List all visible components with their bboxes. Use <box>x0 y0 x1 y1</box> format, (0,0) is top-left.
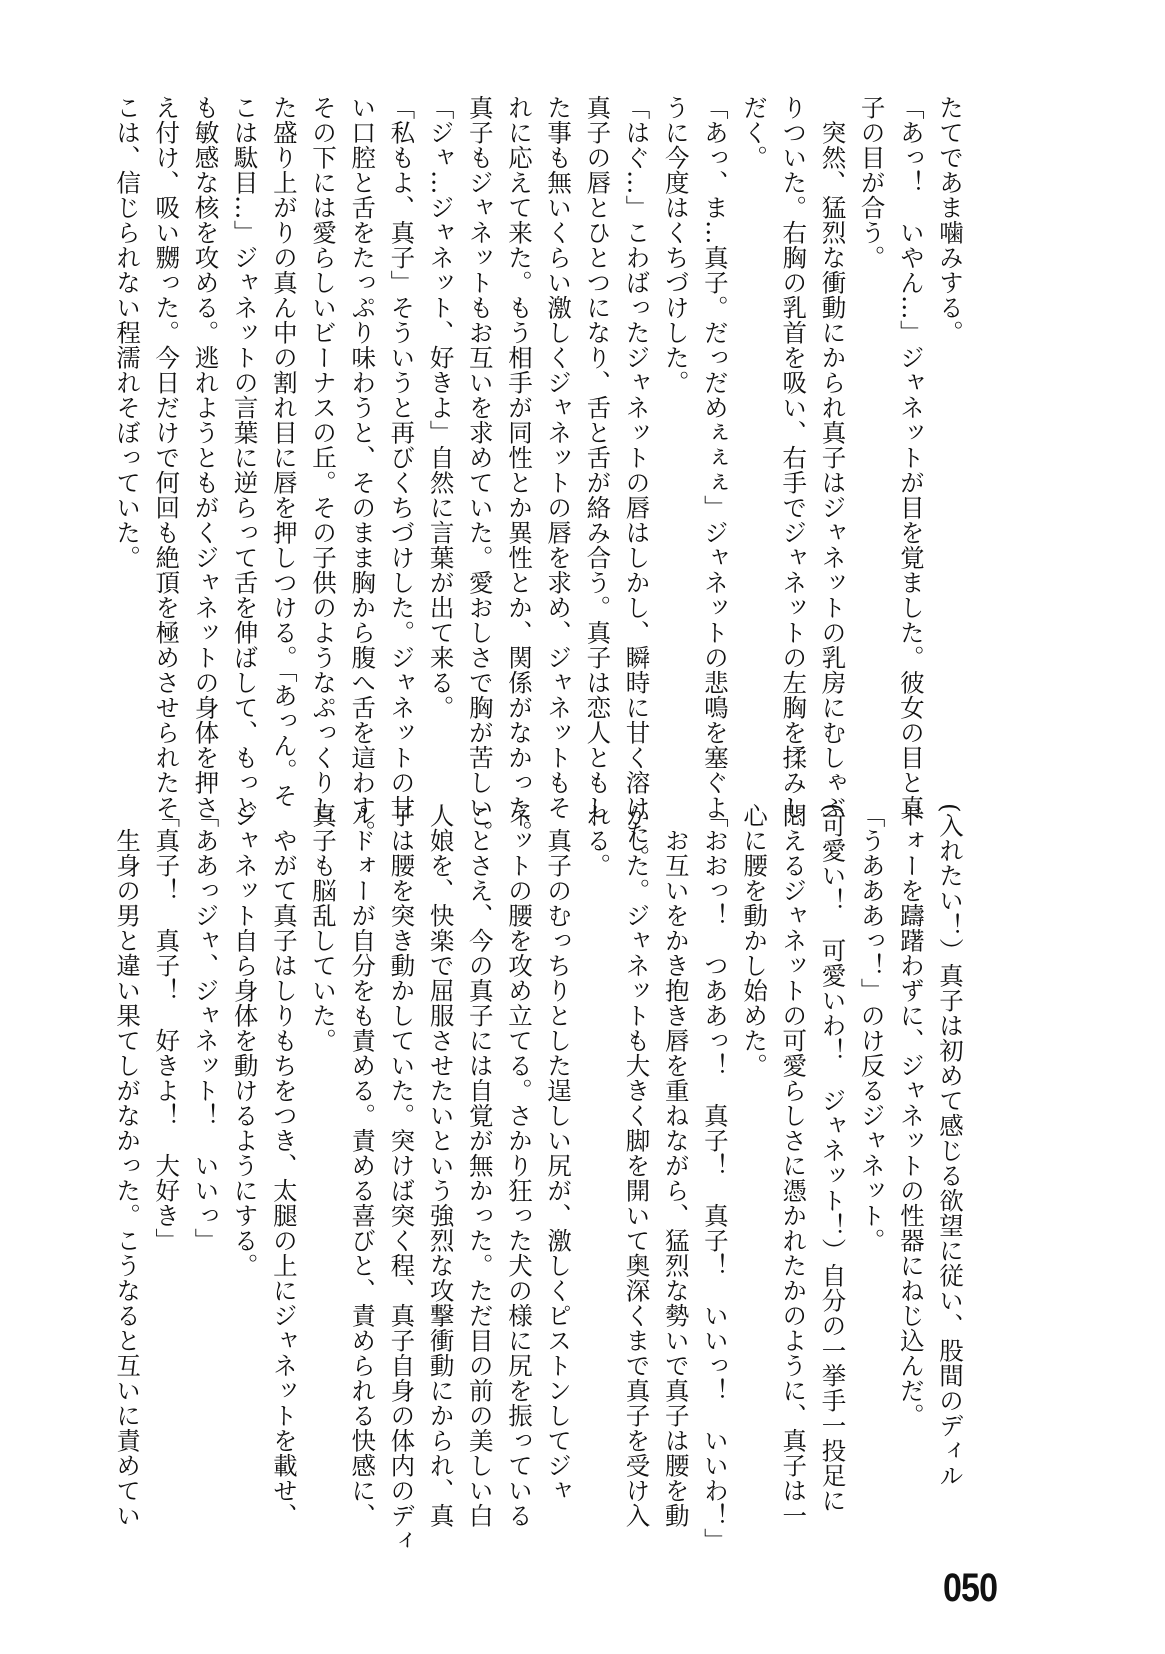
text-column: 子の目が合う。 <box>857 95 887 270</box>
text-column: 「うあああっ！」のけ反るジャネット。 <box>857 803 887 1253</box>
text-column: 「あっ！ いやん…」ジャネットが目を覚ました。彼女の目と真 <box>896 95 926 820</box>
text-column: 真子もジャネットもお互いを求めていた。愛おしさで胸が苦しい。 <box>465 95 495 845</box>
text-column: 「あっ、ま…真子。だっだめぇぇぇ」ジャネットの悲鳴を塞ぐよ <box>700 95 730 820</box>
text-column: 突然、猛烈な衝動にかられ真子はジャネットの乳房にむしゃぶ <box>818 95 848 820</box>
text-column: (可愛い！ 可愛いわ！ ジャネット！）自分の一挙手一投足に <box>818 803 848 1514</box>
text-column: 「真子！ 真子！ 好きよ！ 大好き」 <box>152 803 182 1253</box>
text-column: こは、信じられない程濡れそぼっていた。 <box>113 95 143 570</box>
text-column: 真子も脳乱していた。 <box>309 803 338 1053</box>
text-column: い口腔と舌をたっぷり味わうと、そのまま胸から腹へ舌を這わす。 <box>348 95 378 845</box>
text-column: ジャネット自ら身体を動けるようにする。 <box>230 803 260 1278</box>
text-column: 「ああっジャ、ジャネット！ いいっ」 <box>191 803 221 1253</box>
text-column: 人娘を、快楽で屈服させたいという強烈な攻撃衝動にかられ、真 <box>426 803 456 1528</box>
text-column: れる。 <box>583 803 613 878</box>
text-column: うに今度はくちづけした。 <box>661 95 691 395</box>
text-column: 子は腰を突き動かしていた。突けば突く程、真子自身の体内のディ <box>387 803 417 1553</box>
text-column: も敏感な核を攻める。逃れようともがくジャネットの身体を押さ <box>191 95 221 820</box>
text-column: たてであま噛みする。 <box>936 95 965 345</box>
text-column: た盛り上がりの真ん中の割れ目に唇を押しつける。「あっん。そ <box>269 95 299 808</box>
page-number: 050 <box>943 1566 998 1610</box>
text-column: (入れたい！）真子は初めて感じる欲望に従い、股間のディル <box>936 803 965 1489</box>
text-column: かした。ジャネットも大きく脚を開いて奥深くまで真子を受け入 <box>622 803 652 1528</box>
text-column: りついた。右胸の乳首を吸い、右手でジャネットの左胸を揉みし <box>779 95 809 820</box>
text-column: え付け、吸い嬲った。今日だけで何回も絶頂を極めさせられたそ <box>152 95 182 820</box>
text-column: こは駄目…」ジャネットの言葉に逆らって舌を伸ばして、もっと <box>230 95 260 820</box>
text-column: だく。 <box>740 95 770 170</box>
text-column: お互いをかき抱き唇を重ねながら、猛烈な勢いで真子は腰を動 <box>661 803 691 1528</box>
text-column: 「ジャ…ジャネット、好きよ」自然に言葉が出て来る。 <box>426 95 456 720</box>
text-column: ドォーを躊躇わずに、ジャネットの性器にねじ込んだ。 <box>896 803 926 1428</box>
text-column: ルドォーが自分をも責める。責める喜びと、責められる快感に、 <box>348 803 378 1528</box>
text-column: 「はぐ…」こわばったジャネットの唇はしかし、瞬時に甘く溶けた。 <box>622 95 652 870</box>
text-column: 悶えるジャネットの可愛らしさに憑かれたかのように、真子は一 <box>779 803 809 1528</box>
text-column: れに応えて来た。もう相手が同性とか異性とか、関係がなかった。 <box>504 95 534 845</box>
text-column: 生身の男と違い果てしがなかった。こうなると互いに責めてい <box>113 803 143 1528</box>
text-column: やがて真子はしりもちをつき、太腿の上にジャネットを載せ、 <box>269 803 299 1528</box>
text-column: 心に腰を動かし始めた。 <box>740 803 770 1078</box>
text-column: 「私もよ、真子」そういうと再びくちづけした。ジャネットの甘 <box>387 95 417 820</box>
text-column: ことさえ、今の真子には自覚が無かった。ただ目の前の美しい白 <box>465 803 495 1528</box>
text-column: 真子のむっちりとした逞しい尻が、激しくピストンしてジャ <box>544 803 574 1503</box>
lower-text-block <box>108 803 970 1553</box>
text-column: た事も無いくらい激しくジャネットの唇を求め、ジャネットもそ <box>544 95 574 820</box>
text-column: ネットの腰を攻め立てる。さかり狂った犬の様に尻を振っている <box>504 803 534 1528</box>
text-column: その下には愛らしいビーナスの丘。その子供のようなぷっくりし <box>309 95 338 820</box>
text-column: 「おおっ！ つああっ！ 真子！ 真子！ いいっ！ いいわ！」 <box>700 803 730 1553</box>
text-column: 真子の唇とひとつになり、舌と舌が絡み合う。真子は恋人ともし <box>583 95 613 820</box>
